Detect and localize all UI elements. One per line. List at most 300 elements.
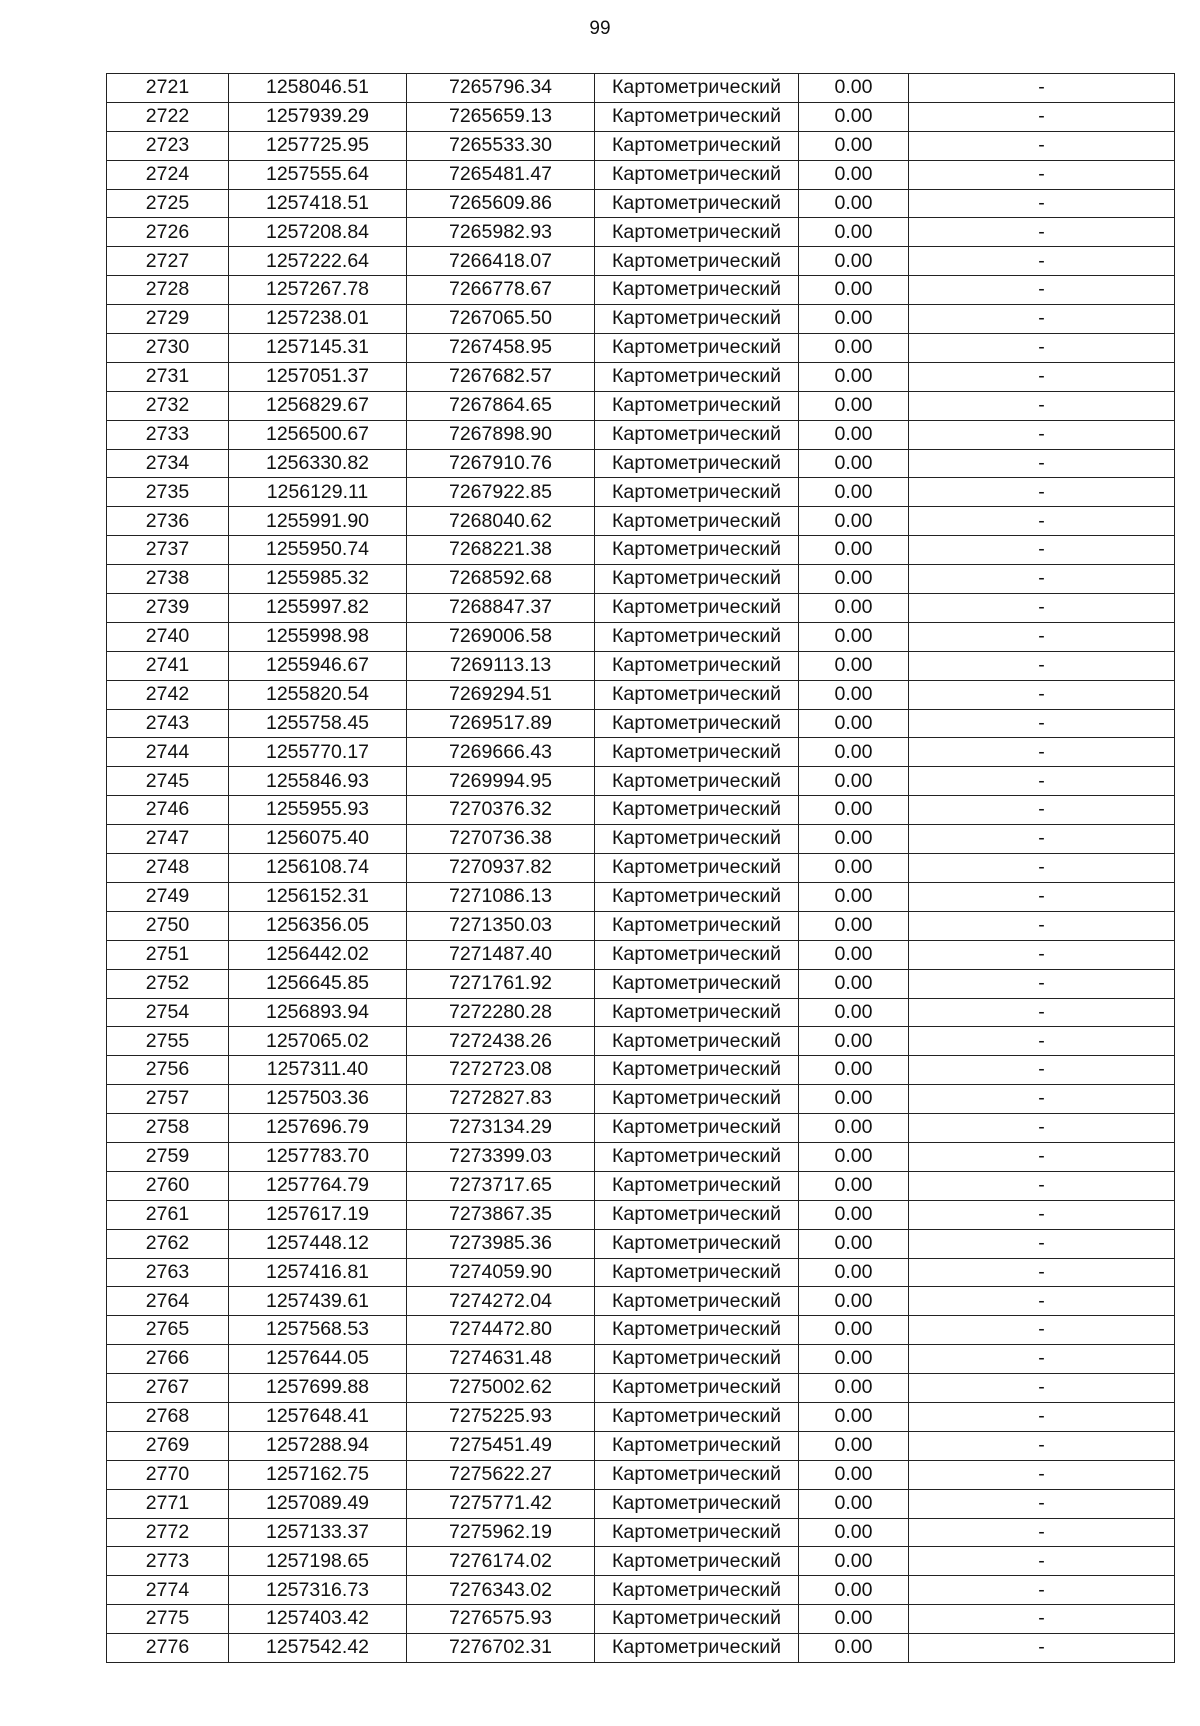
point-number-cell: 2758 [107, 1114, 229, 1143]
accuracy-cell: 0.00 [799, 709, 909, 738]
method-cell: Картометрический [595, 74, 799, 103]
x-coordinate-cell: 1256330.82 [229, 449, 407, 478]
table-row [107, 189, 1175, 218]
point-number-cell: 2756 [107, 1056, 229, 1085]
point-number-cell: 2776 [107, 1634, 229, 1663]
point-number-cell: 2723 [107, 131, 229, 160]
x-coordinate-cell: 1257783.70 [229, 1142, 407, 1171]
y-coordinate-cell: 7274631.48 [407, 1345, 595, 1374]
point-number-cell: 2724 [107, 160, 229, 189]
table-row [107, 594, 1175, 623]
description-cell: - [909, 1634, 1175, 1663]
method-cell: Картометрический [595, 218, 799, 247]
table-row [107, 1547, 1175, 1576]
method-cell: Картометрический [595, 160, 799, 189]
x-coordinate-cell: 1256829.67 [229, 391, 407, 420]
method-cell: Картометрический [595, 305, 799, 334]
accuracy-cell: 0.00 [799, 969, 909, 998]
point-number-cell: 2755 [107, 1027, 229, 1056]
x-coordinate-cell: 1257089.49 [229, 1489, 407, 1518]
point-number-cell: 2737 [107, 536, 229, 565]
table-row [107, 1345, 1175, 1374]
method-cell: Картометрический [595, 594, 799, 623]
description-cell: - [909, 74, 1175, 103]
x-coordinate-cell: 1257699.88 [229, 1374, 407, 1403]
x-coordinate-cell: 1257648.41 [229, 1402, 407, 1431]
point-number-cell: 2738 [107, 565, 229, 594]
point-number-cell: 2742 [107, 680, 229, 709]
x-coordinate-cell: 1257617.19 [229, 1200, 407, 1229]
table-row [107, 565, 1175, 594]
table-row [107, 1171, 1175, 1200]
method-cell: Картометрический [595, 276, 799, 305]
table-row [107, 1287, 1175, 1316]
y-coordinate-cell: 7275622.27 [407, 1460, 595, 1489]
x-coordinate-cell: 1255955.93 [229, 796, 407, 825]
y-coordinate-cell: 7274059.90 [407, 1258, 595, 1287]
point-number-cell: 2760 [107, 1171, 229, 1200]
description-cell: - [909, 767, 1175, 796]
method-cell: Картометрический [595, 940, 799, 969]
method-cell: Картометрический [595, 622, 799, 651]
accuracy-cell: 0.00 [799, 334, 909, 363]
point-number-cell: 2768 [107, 1402, 229, 1431]
table-row [107, 449, 1175, 478]
x-coordinate-cell: 1257725.95 [229, 131, 407, 160]
x-coordinate-cell: 1256152.31 [229, 882, 407, 911]
accuracy-cell: 0.00 [799, 1027, 909, 1056]
description-cell: - [909, 1258, 1175, 1287]
x-coordinate-cell: 1257311.40 [229, 1056, 407, 1085]
y-coordinate-cell: 7271086.13 [407, 882, 595, 911]
description-cell: - [909, 594, 1175, 623]
y-coordinate-cell: 7271350.03 [407, 911, 595, 940]
accuracy-cell: 0.00 [799, 247, 909, 276]
description-cell: - [909, 102, 1175, 131]
x-coordinate-cell: 1257418.51 [229, 189, 407, 218]
accuracy-cell: 0.00 [799, 1547, 909, 1576]
table-row [107, 1605, 1175, 1634]
point-number-cell: 2733 [107, 420, 229, 449]
x-coordinate-cell: 1257439.61 [229, 1287, 407, 1316]
method-cell: Картометрический [595, 1518, 799, 1547]
method-cell: Картометрический [595, 362, 799, 391]
table-row [107, 1114, 1175, 1143]
table-row [107, 160, 1175, 189]
method-cell: Картометрический [595, 1085, 799, 1114]
table-row [107, 305, 1175, 334]
description-cell: - [909, 1576, 1175, 1605]
table-row [107, 882, 1175, 911]
method-cell: Картометрический [595, 969, 799, 998]
y-coordinate-cell: 7269006.58 [407, 622, 595, 651]
description-cell: - [909, 362, 1175, 391]
description-cell: - [909, 998, 1175, 1027]
method-cell: Картометрический [595, 1171, 799, 1200]
method-cell: Картометрический [595, 1258, 799, 1287]
accuracy-cell: 0.00 [799, 160, 909, 189]
x-coordinate-cell: 1256356.05 [229, 911, 407, 940]
method-cell: Картометрический [595, 882, 799, 911]
description-cell: - [909, 536, 1175, 565]
table-row [107, 680, 1175, 709]
accuracy-cell: 0.00 [799, 218, 909, 247]
table-row [107, 998, 1175, 1027]
description-cell: - [909, 1085, 1175, 1114]
table-row [107, 738, 1175, 767]
point-number-cell: 2767 [107, 1374, 229, 1403]
point-number-cell: 2726 [107, 218, 229, 247]
method-cell: Картометрический [595, 1027, 799, 1056]
coordinates-table-body [107, 74, 1175, 1663]
method-cell: Картометрический [595, 854, 799, 883]
accuracy-cell: 0.00 [799, 622, 909, 651]
method-cell: Картометрический [595, 709, 799, 738]
x-coordinate-cell: 1256893.94 [229, 998, 407, 1027]
page-number: 99 [589, 18, 611, 39]
description-cell: - [909, 1605, 1175, 1634]
accuracy-cell: 0.00 [799, 1056, 909, 1085]
point-number-cell: 2721 [107, 74, 229, 103]
description-cell: - [909, 276, 1175, 305]
x-coordinate-cell: 1257288.94 [229, 1431, 407, 1460]
method-cell: Картометрический [595, 1460, 799, 1489]
method-cell: Картометрический [595, 825, 799, 854]
y-coordinate-cell: 7272438.26 [407, 1027, 595, 1056]
point-number-cell: 2722 [107, 102, 229, 131]
table-row [107, 796, 1175, 825]
y-coordinate-cell: 7274272.04 [407, 1287, 595, 1316]
x-coordinate-cell: 1257416.81 [229, 1258, 407, 1287]
point-number-cell: 2736 [107, 507, 229, 536]
y-coordinate-cell: 7275002.62 [407, 1374, 595, 1403]
x-coordinate-cell: 1257051.37 [229, 362, 407, 391]
y-coordinate-cell: 7269994.95 [407, 767, 595, 796]
table-row [107, 1431, 1175, 1460]
method-cell: Картометрический [595, 536, 799, 565]
point-number-cell: 2729 [107, 305, 229, 334]
point-number-cell: 2730 [107, 334, 229, 363]
description-cell: - [909, 131, 1175, 160]
method-cell: Картометрический [595, 796, 799, 825]
x-coordinate-cell: 1255770.17 [229, 738, 407, 767]
point-number-cell: 2764 [107, 1287, 229, 1316]
description-cell: - [909, 911, 1175, 940]
x-coordinate-cell: 1257644.05 [229, 1345, 407, 1374]
description-cell: - [909, 796, 1175, 825]
x-coordinate-cell: 1256129.11 [229, 478, 407, 507]
table-row [107, 1374, 1175, 1403]
point-number-cell: 2765 [107, 1316, 229, 1345]
x-coordinate-cell: 1257696.79 [229, 1114, 407, 1143]
accuracy-cell: 0.00 [799, 1085, 909, 1114]
x-coordinate-cell: 1256108.74 [229, 854, 407, 883]
x-coordinate-cell: 1257198.65 [229, 1547, 407, 1576]
x-coordinate-cell: 1257267.78 [229, 276, 407, 305]
y-coordinate-cell: 7265982.93 [407, 218, 595, 247]
y-coordinate-cell: 7276575.93 [407, 1605, 595, 1634]
accuracy-cell: 0.00 [799, 1402, 909, 1431]
table-row [107, 1402, 1175, 1431]
x-coordinate-cell: 1257208.84 [229, 218, 407, 247]
method-cell: Картометрический [595, 1634, 799, 1663]
y-coordinate-cell: 7275771.42 [407, 1489, 595, 1518]
method-cell: Картометрический [595, 1200, 799, 1229]
y-coordinate-cell: 7275962.19 [407, 1518, 595, 1547]
description-cell: - [909, 1114, 1175, 1143]
method-cell: Картометрический [595, 1114, 799, 1143]
method-cell: Картометрический [595, 1287, 799, 1316]
accuracy-cell: 0.00 [799, 449, 909, 478]
description-cell: - [909, 189, 1175, 218]
table-row [107, 1576, 1175, 1605]
point-number-cell: 2731 [107, 362, 229, 391]
x-coordinate-cell: 1256442.02 [229, 940, 407, 969]
accuracy-cell: 0.00 [799, 102, 909, 131]
method-cell: Картометрический [595, 680, 799, 709]
y-coordinate-cell: 7273399.03 [407, 1142, 595, 1171]
description-cell: - [909, 391, 1175, 420]
table-row [107, 1489, 1175, 1518]
x-coordinate-cell: 1257555.64 [229, 160, 407, 189]
description-cell: - [909, 247, 1175, 276]
accuracy-cell: 0.00 [799, 565, 909, 594]
method-cell: Картометрический [595, 131, 799, 160]
table-row [107, 507, 1175, 536]
method-cell: Картометрический [595, 1056, 799, 1085]
x-coordinate-cell: 1258046.51 [229, 74, 407, 103]
description-cell: - [909, 1229, 1175, 1258]
accuracy-cell: 0.00 [799, 854, 909, 883]
accuracy-cell: 0.00 [799, 825, 909, 854]
description-cell: - [909, 1027, 1175, 1056]
accuracy-cell: 0.00 [799, 767, 909, 796]
point-number-cell: 2761 [107, 1200, 229, 1229]
y-coordinate-cell: 7271761.92 [407, 969, 595, 998]
accuracy-cell: 0.00 [799, 478, 909, 507]
accuracy-cell: 0.00 [799, 1114, 909, 1143]
point-number-cell: 2734 [107, 449, 229, 478]
y-coordinate-cell: 7267922.85 [407, 478, 595, 507]
accuracy-cell: 0.00 [799, 1200, 909, 1229]
y-coordinate-cell: 7265533.30 [407, 131, 595, 160]
point-number-cell: 2747 [107, 825, 229, 854]
method-cell: Картометрический [595, 478, 799, 507]
table-row [107, 969, 1175, 998]
point-number-cell: 2749 [107, 882, 229, 911]
point-number-cell: 2741 [107, 651, 229, 680]
accuracy-cell: 0.00 [799, 998, 909, 1027]
y-coordinate-cell: 7275225.93 [407, 1402, 595, 1431]
accuracy-cell: 0.00 [799, 738, 909, 767]
y-coordinate-cell: 7267910.76 [407, 449, 595, 478]
y-coordinate-cell: 7275451.49 [407, 1431, 595, 1460]
y-coordinate-cell: 7265659.13 [407, 102, 595, 131]
y-coordinate-cell: 7273867.35 [407, 1200, 595, 1229]
description-cell: - [909, 1345, 1175, 1374]
table-row [107, 1056, 1175, 1085]
description-cell: - [909, 825, 1175, 854]
x-coordinate-cell: 1255846.93 [229, 767, 407, 796]
point-number-cell: 2752 [107, 969, 229, 998]
point-number-cell: 2735 [107, 478, 229, 507]
table-row [107, 420, 1175, 449]
y-coordinate-cell: 7272827.83 [407, 1085, 595, 1114]
table-row [107, 1518, 1175, 1547]
accuracy-cell: 0.00 [799, 305, 909, 334]
description-cell: - [909, 1056, 1175, 1085]
accuracy-cell: 0.00 [799, 536, 909, 565]
table-row [107, 1229, 1175, 1258]
point-number-cell: 2745 [107, 767, 229, 796]
accuracy-cell: 0.00 [799, 420, 909, 449]
y-coordinate-cell: 7265481.47 [407, 160, 595, 189]
table-row [107, 362, 1175, 391]
description-cell: - [909, 1489, 1175, 1518]
table-row [107, 131, 1175, 160]
accuracy-cell: 0.00 [799, 1489, 909, 1518]
method-cell: Картометрический [595, 1605, 799, 1634]
description-cell: - [909, 709, 1175, 738]
y-coordinate-cell: 7272280.28 [407, 998, 595, 1027]
description-cell: - [909, 420, 1175, 449]
description-cell: - [909, 940, 1175, 969]
point-number-cell: 2775 [107, 1605, 229, 1634]
y-coordinate-cell: 7268592.68 [407, 565, 595, 594]
description-cell: - [909, 334, 1175, 363]
description-cell: - [909, 1171, 1175, 1200]
method-cell: Картометрический [595, 738, 799, 767]
description-cell: - [909, 507, 1175, 536]
y-coordinate-cell: 7270937.82 [407, 854, 595, 883]
method-cell: Картометрический [595, 1374, 799, 1403]
table-row [107, 1200, 1175, 1229]
table-row [107, 334, 1175, 363]
table-row [107, 218, 1175, 247]
method-cell: Картометрический [595, 1316, 799, 1345]
y-coordinate-cell: 7269294.51 [407, 680, 595, 709]
point-number-cell: 2732 [107, 391, 229, 420]
point-number-cell: 2757 [107, 1085, 229, 1114]
y-coordinate-cell: 7273985.36 [407, 1229, 595, 1258]
table-row [107, 276, 1175, 305]
accuracy-cell: 0.00 [799, 1576, 909, 1605]
accuracy-cell: 0.00 [799, 1605, 909, 1634]
method-cell: Картометрический [595, 1345, 799, 1374]
y-coordinate-cell: 7273134.29 [407, 1114, 595, 1143]
point-number-cell: 2759 [107, 1142, 229, 1171]
accuracy-cell: 0.00 [799, 507, 909, 536]
x-coordinate-cell: 1256645.85 [229, 969, 407, 998]
y-coordinate-cell: 7276702.31 [407, 1634, 595, 1663]
x-coordinate-cell: 1255758.45 [229, 709, 407, 738]
method-cell: Картометрический [595, 911, 799, 940]
method-cell: Картометрический [595, 334, 799, 363]
x-coordinate-cell: 1257133.37 [229, 1518, 407, 1547]
table-row [107, 622, 1175, 651]
table-row [107, 1142, 1175, 1171]
x-coordinate-cell: 1255950.74 [229, 536, 407, 565]
y-coordinate-cell: 7269666.43 [407, 738, 595, 767]
table-row [107, 1634, 1175, 1663]
y-coordinate-cell: 7269113.13 [407, 651, 595, 680]
accuracy-cell: 0.00 [799, 1258, 909, 1287]
table-row [107, 391, 1175, 420]
method-cell: Картометрический [595, 651, 799, 680]
accuracy-cell: 0.00 [799, 1634, 909, 1663]
description-cell: - [909, 854, 1175, 883]
table-row [107, 1316, 1175, 1345]
table-row [107, 940, 1175, 969]
method-cell: Картометрический [595, 1229, 799, 1258]
table-row [107, 1460, 1175, 1489]
y-coordinate-cell: 7267898.90 [407, 420, 595, 449]
table-row [107, 1258, 1175, 1287]
x-coordinate-cell: 1257162.75 [229, 1460, 407, 1489]
point-number-cell: 2774 [107, 1576, 229, 1605]
accuracy-cell: 0.00 [799, 131, 909, 160]
accuracy-cell: 0.00 [799, 362, 909, 391]
method-cell: Картометрический [595, 1431, 799, 1460]
accuracy-cell: 0.00 [799, 1171, 909, 1200]
x-coordinate-cell: 1257503.36 [229, 1085, 407, 1114]
x-coordinate-cell: 1255998.98 [229, 622, 407, 651]
method-cell: Картометрический [595, 1142, 799, 1171]
table-row [107, 854, 1175, 883]
point-number-cell: 2740 [107, 622, 229, 651]
method-cell: Картометрический [595, 420, 799, 449]
y-coordinate-cell: 7276174.02 [407, 1547, 595, 1576]
method-cell: Картометрический [595, 449, 799, 478]
x-coordinate-cell: 1257542.42 [229, 1634, 407, 1663]
description-cell: - [909, 1200, 1175, 1229]
x-coordinate-cell: 1257222.64 [229, 247, 407, 276]
y-coordinate-cell: 7266418.07 [407, 247, 595, 276]
y-coordinate-cell: 7270376.32 [407, 796, 595, 825]
y-coordinate-cell: 7273717.65 [407, 1171, 595, 1200]
point-number-cell: 2728 [107, 276, 229, 305]
method-cell: Картометрический [595, 1489, 799, 1518]
y-coordinate-cell: 7274472.80 [407, 1316, 595, 1345]
x-coordinate-cell: 1255985.32 [229, 565, 407, 594]
description-cell: - [909, 651, 1175, 680]
y-coordinate-cell: 7276343.02 [407, 1576, 595, 1605]
accuracy-cell: 0.00 [799, 276, 909, 305]
x-coordinate-cell: 1257448.12 [229, 1229, 407, 1258]
method-cell: Картометрический [595, 1576, 799, 1605]
description-cell: - [909, 738, 1175, 767]
point-number-cell: 2743 [107, 709, 229, 738]
description-cell: - [909, 969, 1175, 998]
x-coordinate-cell: 1256500.67 [229, 420, 407, 449]
y-coordinate-cell: 7268847.37 [407, 594, 595, 623]
y-coordinate-cell: 7268040.62 [407, 507, 595, 536]
point-number-cell: 2748 [107, 854, 229, 883]
y-coordinate-cell: 7265609.86 [407, 189, 595, 218]
table-row [107, 911, 1175, 940]
x-coordinate-cell: 1257145.31 [229, 334, 407, 363]
table-row [107, 74, 1175, 103]
table-row [107, 1085, 1175, 1114]
accuracy-cell: 0.00 [799, 1229, 909, 1258]
x-coordinate-cell: 1257316.73 [229, 1576, 407, 1605]
y-coordinate-cell: 7270736.38 [407, 825, 595, 854]
method-cell: Картометрический [595, 1402, 799, 1431]
x-coordinate-cell: 1257764.79 [229, 1171, 407, 1200]
description-cell: - [909, 218, 1175, 247]
y-coordinate-cell: 7269517.89 [407, 709, 595, 738]
y-coordinate-cell: 7265796.34 [407, 74, 595, 103]
